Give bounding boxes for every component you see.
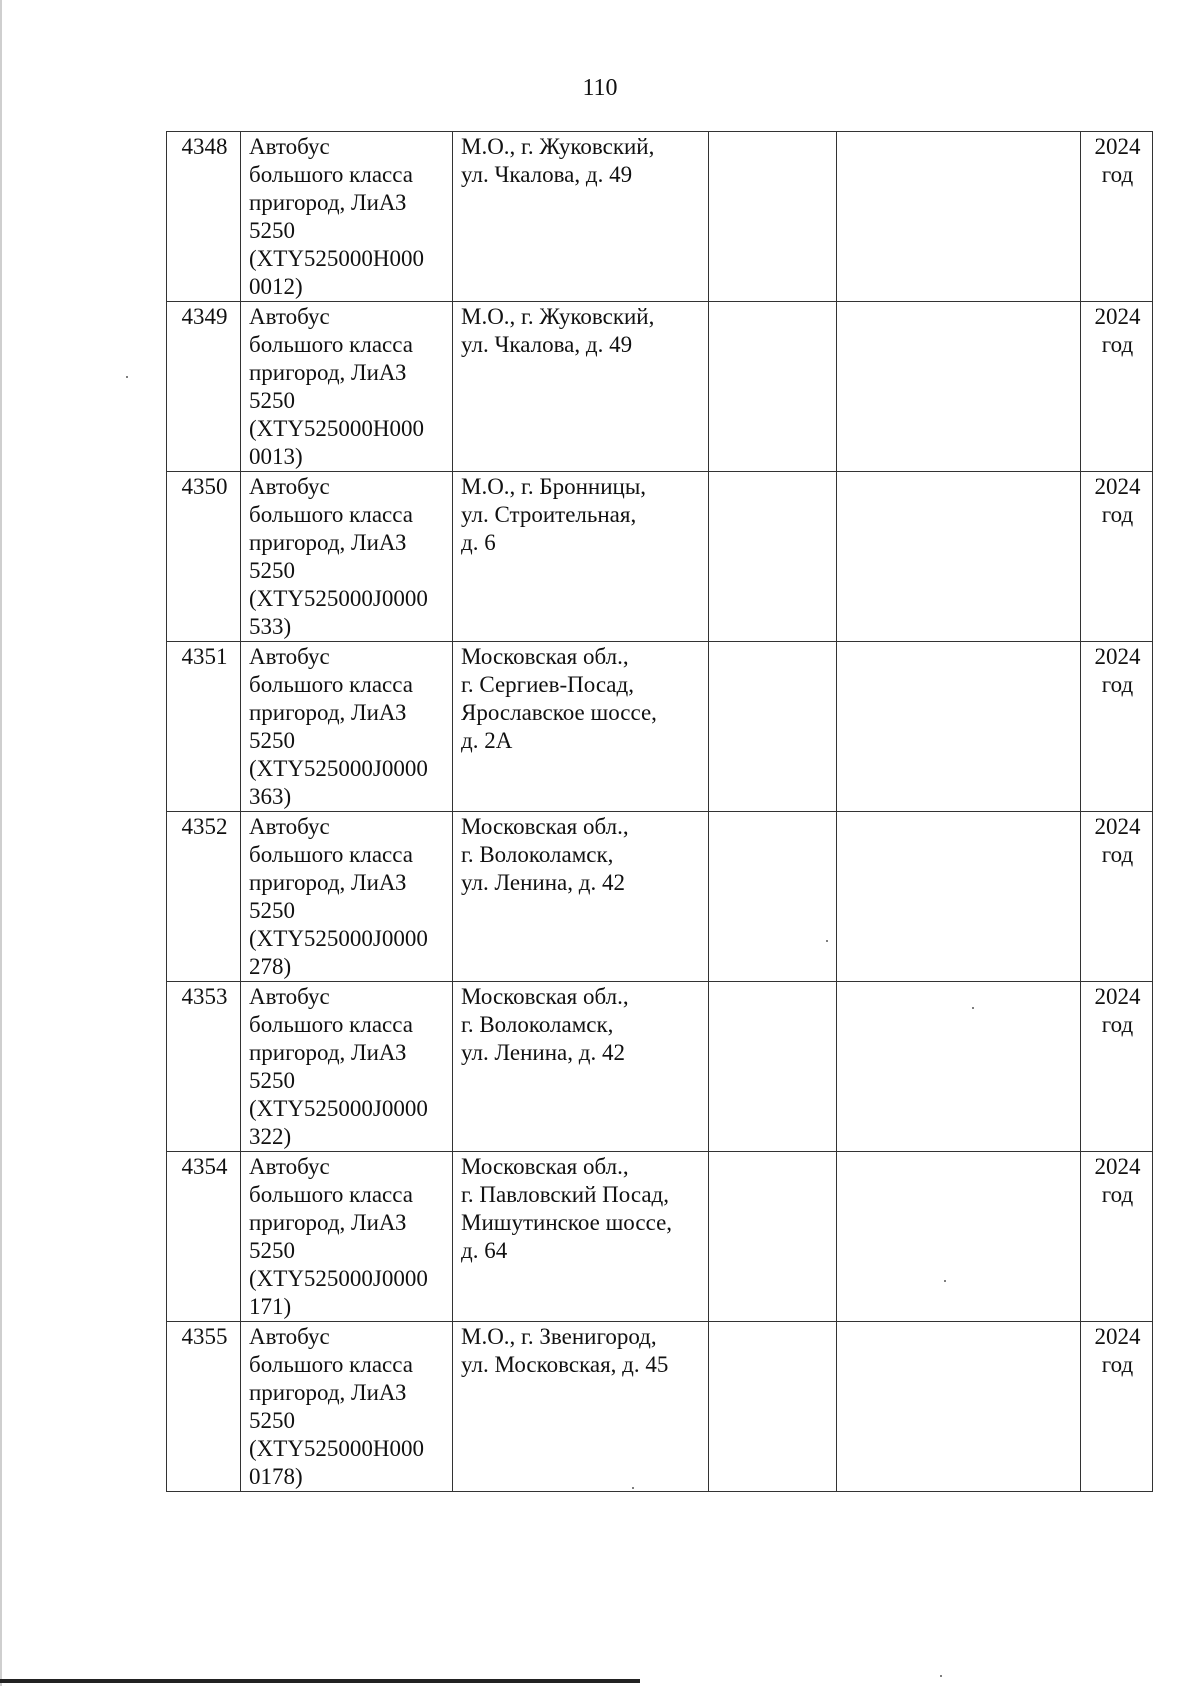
page-number: 110 xyxy=(582,75,618,101)
address-cell: М.О., г. Жуковский, ул. Чкалова, д. 49 xyxy=(453,132,709,302)
empty-cell-col5 xyxy=(837,302,1081,472)
scan-edge-left xyxy=(0,0,2,1686)
empty-cell-col5 xyxy=(837,812,1081,982)
year-cell: 2024 год xyxy=(1081,982,1153,1152)
address-cell: Московская обл., г. Волоколамск, ул. Ленина, д. 42 xyxy=(453,812,709,982)
year-cell: 2024 год xyxy=(1081,812,1153,982)
vehicle-name-cell: Автобус большого класса пригород, ЛиАЗ 5250 (XTY525000H000 0012) xyxy=(241,132,453,302)
vehicle-name-cell: Автобус большого класса пригород, ЛиАЗ 5250 (XTY525000J0000 322) xyxy=(241,982,453,1152)
empty-cell-col4 xyxy=(709,1322,837,1492)
empty-cell-col4 xyxy=(709,1152,837,1322)
address-cell: М.О., г. Жуковский, ул. Чкалова, д. 49 xyxy=(453,302,709,472)
empty-cell-col5 xyxy=(837,982,1081,1152)
table-row xyxy=(167,1322,1153,1492)
empty-cell-col4 xyxy=(709,642,837,812)
year-cell: 2024 год xyxy=(1081,642,1153,812)
row-number-cell: 4351 xyxy=(167,642,241,812)
scan-speck xyxy=(940,1675,942,1677)
table-row xyxy=(167,982,1153,1152)
scan-speck xyxy=(126,376,128,378)
table-row xyxy=(167,642,1153,812)
empty-cell-col4 xyxy=(709,132,837,302)
row-number-cell: 4355 xyxy=(167,1322,241,1492)
year-cell: 2024 год xyxy=(1081,472,1153,642)
row-number-cell: 4350 xyxy=(167,472,241,642)
empty-cell-col4 xyxy=(709,302,837,472)
empty-cell-col4 xyxy=(709,982,837,1152)
row-number-cell: 4354 xyxy=(167,1152,241,1322)
scan-speck xyxy=(972,1007,974,1009)
scan-speck xyxy=(632,1487,634,1489)
vehicle-name-cell: Автобус большого класса пригород, ЛиАЗ 5250 (XTY525000H000 0178) xyxy=(241,1322,453,1492)
vehicle-name-cell: Автобус большого класса пригород, ЛиАЗ 5250 (XTY525000J0000 363) xyxy=(241,642,453,812)
vehicle-name-cell: Автобус большого класса пригород, ЛиАЗ 5250 (XTY525000J0000 533) xyxy=(241,472,453,642)
vehicle-registry-table xyxy=(166,131,1153,1492)
year-cell: 2024 год xyxy=(1081,132,1153,302)
address-cell: М.О., г. Бронницы, ул. Строительная, д. 6 xyxy=(453,472,709,642)
year-cell: 2024 год xyxy=(1081,1152,1153,1322)
year-cell: 2024 год xyxy=(1081,302,1153,472)
empty-cell-col5 xyxy=(837,1152,1081,1322)
address-cell: Московская обл., г. Сергиев-Посад, Ярославское шоссе, д. 2А xyxy=(453,642,709,812)
row-number-cell: 4349 xyxy=(167,302,241,472)
scan-speck xyxy=(826,940,828,942)
table-row xyxy=(167,472,1153,642)
vehicle-name-cell: Автобус большого класса пригород, ЛиАЗ 5250 (XTY525000H000 0013) xyxy=(241,302,453,472)
row-number-cell: 4353 xyxy=(167,982,241,1152)
table-row xyxy=(167,1152,1153,1322)
year-cell: 2024 год xyxy=(1081,1322,1153,1492)
empty-cell-col5 xyxy=(837,472,1081,642)
table-row xyxy=(167,302,1153,472)
registry-table-body xyxy=(167,132,1153,1492)
row-number-cell: 4352 xyxy=(167,812,241,982)
empty-cell-col4 xyxy=(709,472,837,642)
address-cell: М.О., г. Звенигород, ул. Московская, д. 45 xyxy=(453,1322,709,1492)
empty-cell-col5 xyxy=(837,132,1081,302)
table-row xyxy=(167,812,1153,982)
table-row xyxy=(167,132,1153,302)
row-number-cell: 4348 xyxy=(167,132,241,302)
address-cell: Московская обл., г. Волоколамск, ул. Ленина, д. 42 xyxy=(453,982,709,1152)
empty-cell-col5 xyxy=(837,642,1081,812)
scan-speck xyxy=(944,1280,946,1282)
empty-cell-col4 xyxy=(709,812,837,982)
scan-edge-bottom xyxy=(0,1679,640,1683)
address-cell: Московская обл., г. Павловский Посад, Мишутинское шоссе, д. 64 xyxy=(453,1152,709,1322)
vehicle-name-cell: Автобус большого класса пригород, ЛиАЗ 5250 (XTY525000J0000 278) xyxy=(241,812,453,982)
vehicle-name-cell: Автобус большого класса пригород, ЛиАЗ 5250 (XTY525000J0000 171) xyxy=(241,1152,453,1322)
empty-cell-col5 xyxy=(837,1322,1081,1492)
